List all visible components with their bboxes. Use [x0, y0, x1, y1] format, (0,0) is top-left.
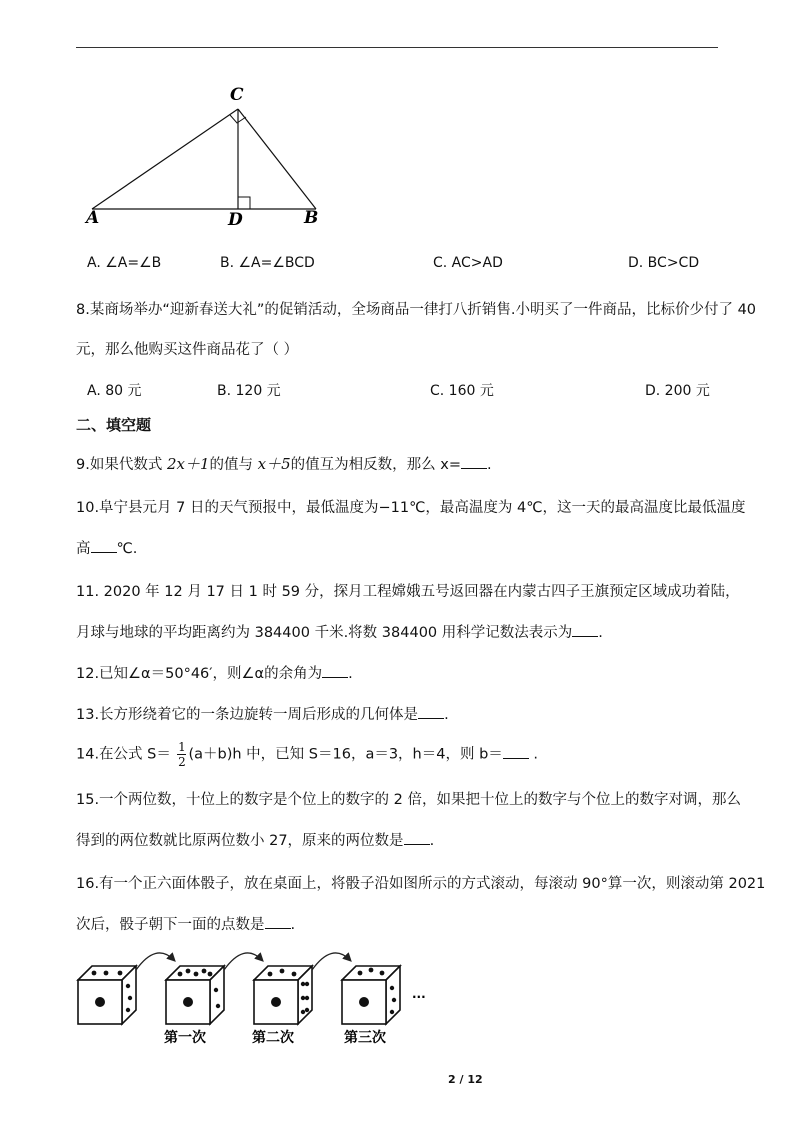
q13-prefix: 13.长方形绕着它的一条边旋转一周后形成的几何体是	[76, 707, 419, 723]
q9-middle: 的值与	[209, 457, 258, 473]
question-9	[76, 453, 492, 474]
roll-arrow-1	[136, 953, 174, 970]
answer-blank[interactable]	[461, 456, 487, 469]
dice-ellipsis: ...	[412, 987, 426, 1001]
q13-suffix: .	[444, 707, 449, 723]
segment-ac	[92, 109, 238, 209]
q11-prefix: 月球与地球的平均距离约为 384400 千米.将数 384400 用科学记数法表示为	[76, 625, 573, 641]
question-13	[76, 703, 449, 724]
q10-line1: 10.阜宁县元月 7 日的天气预报中，最低温度为−11℃，最高温度为 4℃，这一天的最高温度比最低温度	[76, 500, 746, 516]
q9-expression-2: x＋5	[257, 455, 291, 473]
q9-prefix: 9.如果代数式	[76, 457, 167, 473]
q11-suffix: .	[598, 625, 603, 641]
q9-expression-1: 2x＋1	[166, 455, 210, 473]
q8-option-b: B. 120 元	[217, 383, 281, 399]
answer-blank[interactable]	[503, 746, 529, 759]
die-initial	[78, 966, 136, 1024]
roll-arrow-3	[312, 953, 350, 970]
label-c: C	[230, 85, 244, 105]
q8-option-c: C. 160 元	[430, 383, 494, 399]
answer-blank[interactable]	[418, 706, 444, 719]
q16-prefix: 次后，骰子朝下一面的点数是	[76, 917, 265, 933]
label-b: B	[304, 208, 319, 228]
q15-suffix: .	[429, 833, 435, 849]
segment-cb	[238, 109, 316, 209]
q12-suffix: .	[348, 666, 353, 682]
answer-blank[interactable]	[91, 540, 117, 553]
q10-prefix: 高	[76, 541, 91, 557]
triangle-figure	[80, 82, 330, 232]
die-roll-3	[342, 966, 400, 1024]
q8-option-a: A. 80 元	[87, 383, 142, 399]
answer-blank[interactable]	[322, 665, 348, 678]
q9-end: .	[486, 457, 492, 473]
q8-line2: 元，那么他购买这件商品花了（ ）	[76, 342, 299, 358]
die-roll-2	[254, 966, 312, 1024]
answer-blank[interactable]	[265, 916, 291, 929]
q7-option-c: C. AC>AD	[433, 255, 503, 271]
q11-line2	[76, 621, 603, 642]
caption-roll-2: 第二次	[252, 1030, 294, 1046]
die-roll-1	[166, 966, 224, 1024]
dice-rolling-figure	[74, 940, 434, 1052]
q16-suffix: .	[290, 917, 296, 933]
q8-line1: 8.某商场举办“迎新春送大礼”的促销活动，全场商品一律打八折销售.小明买了一件商品，比标价少付了 40	[76, 302, 757, 318]
q8-option-d: D. 200 元	[645, 383, 710, 399]
caption-roll-1: 第一次	[164, 1030, 206, 1046]
fraction-one-half	[177, 741, 186, 768]
fraction-numerator: 1	[178, 740, 186, 754]
q16-line2	[76, 913, 295, 934]
q7-option-a: A. ∠A=∠B	[87, 255, 162, 271]
caption-roll-3: 第三次	[344, 1030, 386, 1046]
q10-line2	[76, 537, 137, 558]
answer-blank[interactable]	[404, 832, 430, 845]
q7-option-b: B. ∠A=∠BCD	[220, 255, 315, 271]
header-rule	[76, 47, 718, 48]
section-title-fill-in: 二、填空题	[76, 416, 152, 434]
fraction-denominator: 2	[178, 755, 186, 769]
question-12	[76, 662, 353, 683]
roll-arrow-2	[224, 953, 262, 970]
right-angle-d	[238, 197, 250, 209]
q10-suffix: ℃.	[116, 541, 138, 557]
q15-line1: 15.一个两位数，十位上的数字是个位上的数字的 2 倍，如果把十位上的数字与个位上的数字对调，那么	[76, 792, 741, 808]
q14-prefix: 14.在公式 S＝	[76, 746, 176, 763]
q16-line1: 16.有一个正六面体骰子，放在桌面上，将骰子沿如图所示的方式滚动，每滚动 90°算一次，则滚动第 2021	[76, 876, 766, 892]
q15-prefix: 得到的两位数就比原两位数小 27，原来的两位数是	[76, 833, 404, 849]
q12-prefix: 12.已知∠α＝50°46′，则∠α的余角为	[76, 666, 323, 682]
page-number: 2 / 12	[448, 1073, 483, 1086]
q14-body: (a＋b)h 中，已知 S＝16，a＝3，h＝4，则 b＝	[188, 746, 503, 763]
q9-suffix: 的值互为相反数，那么 x=	[290, 457, 461, 473]
q14-suffix: .	[528, 746, 539, 763]
answer-blank[interactable]	[572, 624, 598, 637]
question-14	[76, 741, 538, 768]
q15-line2	[76, 829, 434, 850]
q7-option-d: D. BC>CD	[628, 255, 700, 271]
label-a: A	[86, 208, 100, 228]
q11-line1: 11. 2020 年 12 月 17 日 1 时 59 分，探月工程嫦娥五号返回器在内蒙古四子王旗预定区域成功着陆，	[76, 584, 740, 600]
label-d: D	[228, 210, 243, 230]
